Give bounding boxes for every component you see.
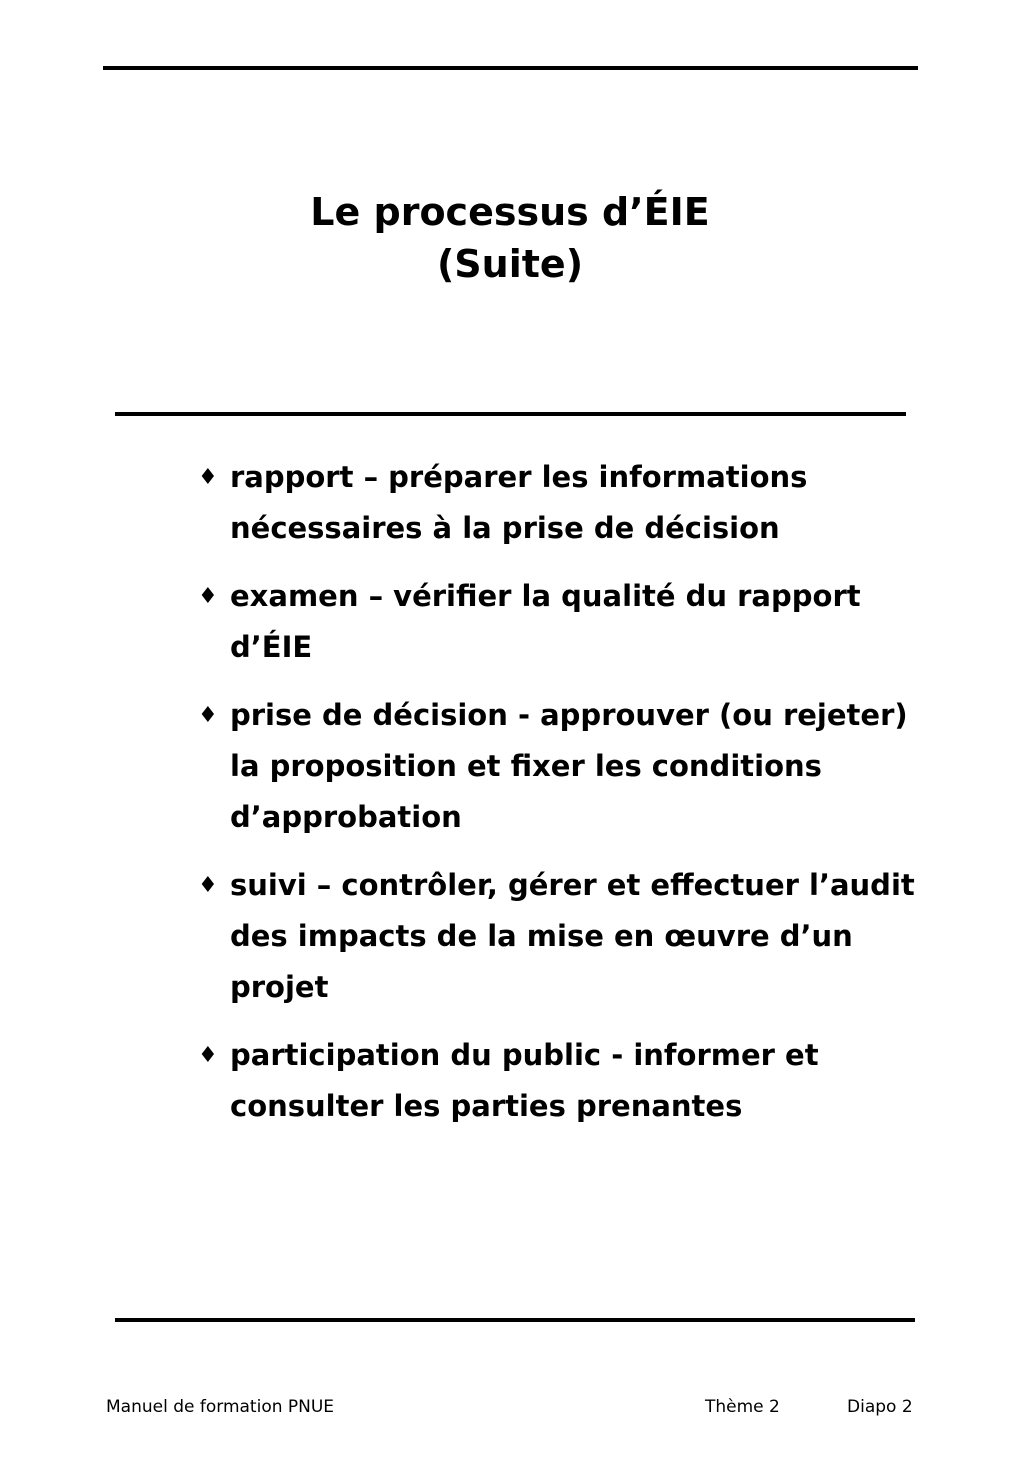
top-divider bbox=[103, 66, 918, 70]
list-item bbox=[198, 690, 918, 843]
bullet-text: prise de décision - approuver (ou rejeter) la proposition et fixer les conditions d’approbation bbox=[230, 698, 908, 834]
page-title bbox=[0, 186, 1020, 290]
black-diamond-icon: ♦ bbox=[198, 873, 218, 898]
bullet-text: rapport – préparer les informations nécessaires à la prise de décision bbox=[230, 460, 808, 545]
bullet-text: examen – vérifier la qualité du rapport d’ÉIE bbox=[230, 579, 861, 664]
bullet-text: suivi – contrôler, gérer et effectuer l’audit des impacts de la mise en œuvre d’un projet bbox=[230, 868, 915, 1004]
black-diamond-icon: ♦ bbox=[198, 703, 218, 728]
title-line-2: (Suite) bbox=[436, 242, 584, 286]
title-line-1: Le processus d’ÉIE bbox=[310, 190, 710, 234]
black-diamond-icon: ♦ bbox=[198, 1043, 218, 1068]
bottom-divider bbox=[115, 1318, 915, 1322]
bullet-list bbox=[198, 452, 918, 1149]
black-diamond-icon: ♦ bbox=[198, 465, 218, 490]
bullet-text: participation du public - informer et consulter les parties prenantes bbox=[230, 1038, 819, 1123]
list-item bbox=[198, 452, 918, 554]
footer-slide-number: Diapo 2 bbox=[847, 1397, 913, 1417]
black-diamond-icon: ♦ bbox=[198, 584, 218, 609]
list-item bbox=[198, 860, 918, 1013]
footer-theme-number: Thème 2 bbox=[705, 1397, 780, 1417]
list-item bbox=[198, 1030, 918, 1132]
list-item bbox=[198, 571, 918, 673]
footer-manual-name: Manuel de formation PNUE bbox=[106, 1397, 335, 1417]
middle-divider bbox=[115, 412, 906, 416]
